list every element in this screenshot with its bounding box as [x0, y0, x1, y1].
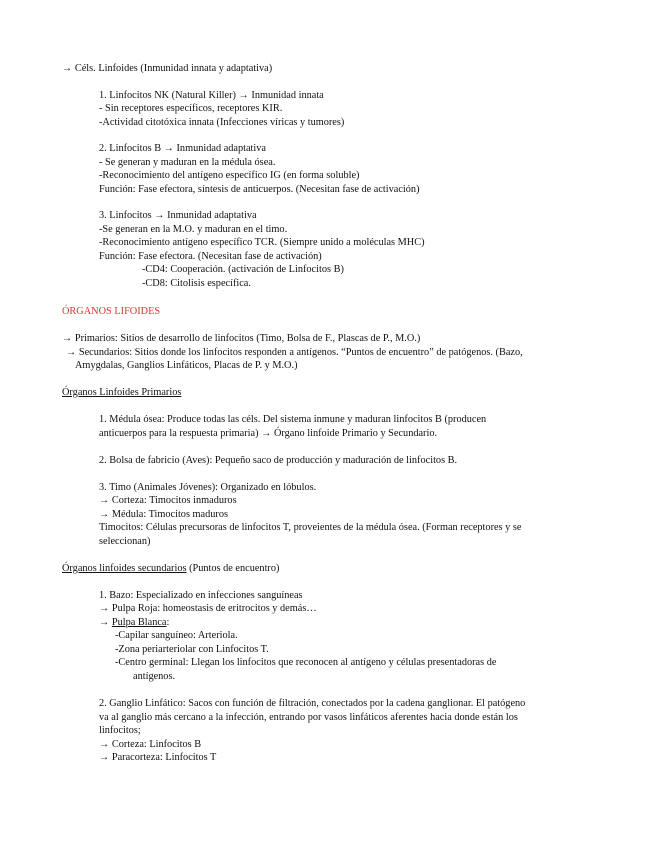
- b-line-4: Función: Fase efectora, síntesis de anticuerpos. (Necesitan fase de activación): [99, 184, 420, 195]
- t-line-4: Función: Fase efectora. (Necesitan fase de activación): [99, 251, 322, 262]
- secundarios-line-2: Amygdalas, Ganglios Linfáticos, Placas de P. y M.O.): [75, 360, 298, 371]
- t-sub-cd8: -CD8: Citolisis específica.: [142, 278, 251, 289]
- ganglio-line-5: → Paracorteza: Linfocitos T: [99, 752, 217, 763]
- b-line-1: 2. Linfocitos B → Inmunidad adaptativa: [99, 143, 267, 154]
- ganglio-line-1: 2. Ganglio Linfático: Sacos con función de filtración, conectados por la cadena ganglionar. El patógeno: [99, 698, 526, 709]
- bolsa-line: 2. Bolsa de fabricio (Aves): Pequeño saco de producción y maduración de linfocitos B.: [99, 455, 458, 466]
- pulpa-blanca-line: [99, 616, 169, 629]
- ganglio-line-4: → Corteza: Linfocitos B: [99, 739, 202, 750]
- cels-linfoides-intro: → Céls. Linfoides (Inmunidad innata y adaptativa): [62, 63, 273, 74]
- timo-line-5: seleccionan): [99, 536, 151, 547]
- organos-heading: ÓRGANOS LIFOIDES: [62, 306, 161, 317]
- pulpa-blanca-arrow: →: [99, 617, 112, 628]
- primarios-line: → Primarios: Sitios de desarrollo de linfocitos (Timo, Bolsa de F., Plascas de P., M.O.): [62, 333, 421, 344]
- bazo-line-1: 1. Bazo: Especializado en infecciones sanguíneas: [99, 590, 303, 601]
- pulpa-blanca-item-1: -Capilar sanguíneo: Arteriola.: [115, 630, 238, 641]
- timo-line-2: → Corteza: Timocitos inmaduros: [99, 495, 237, 506]
- pulpa-blanca-item-2: -Zona periarteriolar con Linfocitos T.: [115, 644, 269, 655]
- pulpa-blanca-label: Pulpa Blanca: [111, 617, 167, 628]
- secundarios-heading-line: [62, 562, 279, 575]
- secundarios-heading: Órganos linfoides secundarios: [62, 563, 187, 574]
- medula-line-2: anticuerpos para la respuesta primaria) → Órgano linfoide Primario y Secundario.: [99, 428, 438, 439]
- b-line-3: -Reconocimiento del antígeno específico IG (en forma soluble): [99, 170, 360, 181]
- pulpa-blanca-item-3: -Centro germinal: Llegan los linfocitos que reconocen al antígeno y células presentadoras de: [115, 657, 497, 668]
- pulpa-blanca-colon: :: [166, 617, 170, 628]
- timo-line-3: → Médula: Timocitos maduros: [99, 509, 229, 520]
- t-line-2: -Se generan en la M.O. y maduran en el timo.: [99, 224, 288, 235]
- t-line-1: 3. Linfocitos → Inmunidad adaptativa: [99, 210, 257, 221]
- nk-line-1: 1. Linfocitos NK (Natural Killer) → Inmunidad innata: [99, 90, 324, 101]
- t-line-3: -Reconocimiento antígeno específico TCR. (Siempre unido a moléculas MHC): [99, 237, 425, 248]
- timo-line-1: 3. Timo (Animales Jóvenes): Organizado en lóbulos.: [99, 482, 317, 493]
- pulpa-blanca-item-3-cont: antígenos.: [133, 671, 176, 682]
- nk-line-2: - Sin receptores específicos, receptores KIR.: [99, 103, 283, 114]
- nk-line-3: -Actividad citotóxica innata (Infecciones víricas y tumores): [99, 117, 345, 128]
- timo-line-4: Timocitos: Células precursoras de linfocitos T, proveientes de la médula ósea. (Forman receptores y se: [99, 522, 522, 533]
- t-sub-cd4: -CD4: Cooperación. (activación de Linfocitos B): [142, 264, 344, 275]
- secundarios-line-1: → Secundarios: Sitios donde los linfocitos responden a antígenos. “Puntos de encuentro” de patógenos. (Bazo,: [66, 347, 523, 358]
- ganglio-line-3: linfocitos;: [99, 725, 141, 736]
- medula-line-1: 1. Médula ósea: Produce todas las céls. Del sistema inmune y maduran linfocitos B (producen: [99, 414, 487, 425]
- secundarios-heading-suffix: (Puntos de encuentro): [186, 563, 280, 574]
- ganglio-line-2: va al ganglio más cercano a la infección, entrando por vasos linfáticos aferentes hacia donde están los: [99, 712, 518, 723]
- b-line-2: - Se generan y maduran en la médula ósea.: [99, 157, 276, 168]
- primarios-heading: Órganos Linfoides Primarios: [62, 387, 182, 398]
- bazo-line-2: → Pulpa Roja: homeostasis de eritrocitos y demás…: [99, 603, 317, 614]
